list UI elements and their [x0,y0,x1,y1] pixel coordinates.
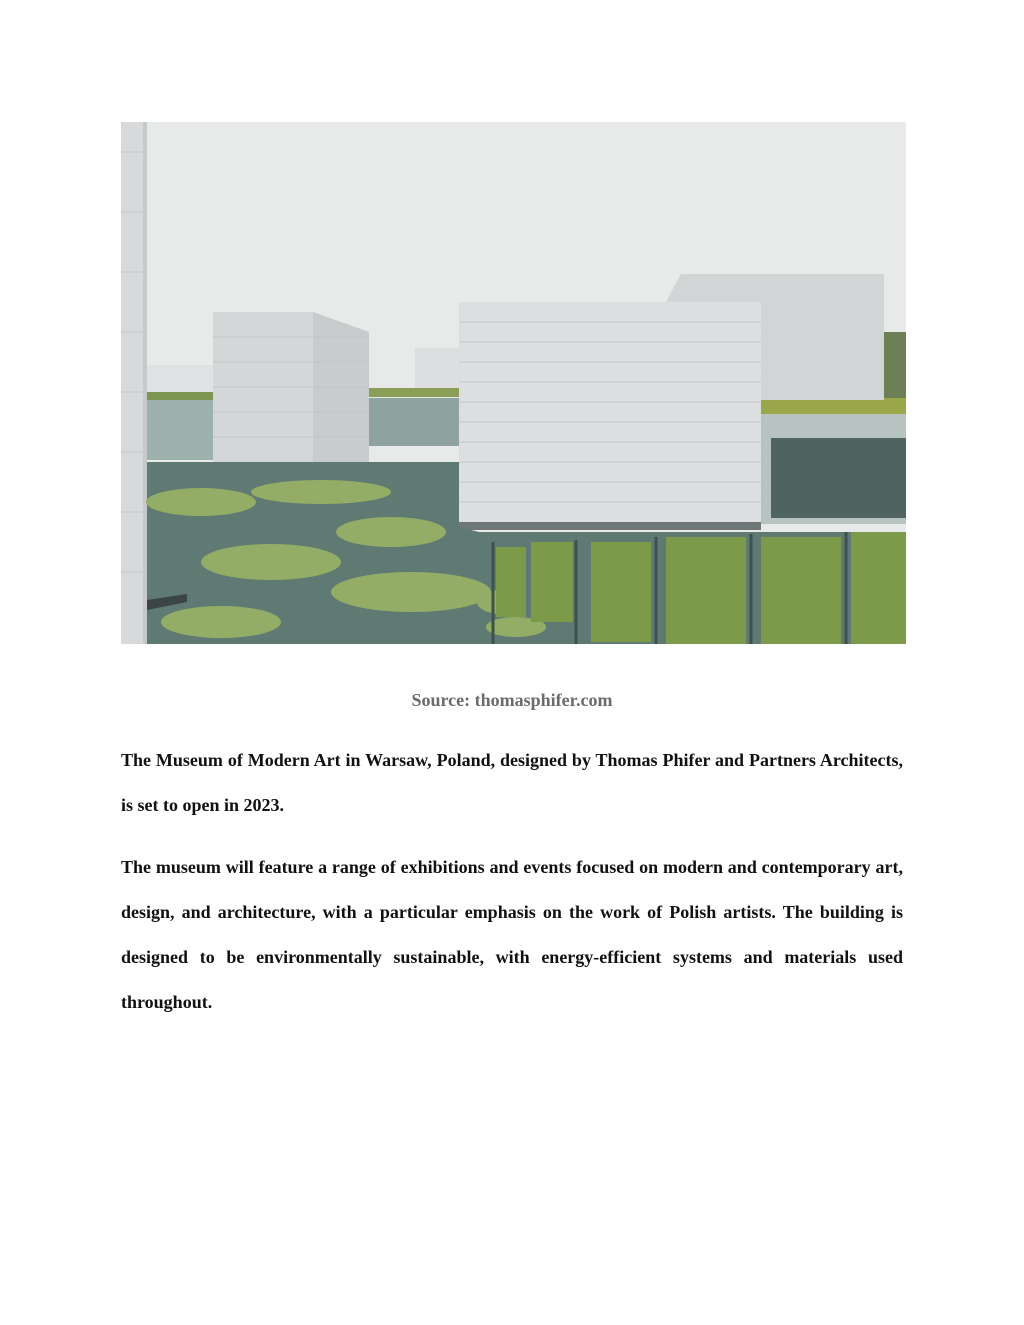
museum-photo-image [121,122,906,644]
paragraph-opening: The Museum of Modern Art in Warsaw, Poland, designed by Thomas Phifer and Partners Architects, is set to open in 2023. [121,750,903,815]
image-source-caption: Source: thomasphifer.com [411,690,613,710]
museum-photo [121,122,906,644]
paragraph-details: The museum will feature a range of exhibitions and events focused on modern and contemporary art, design, and architecture, with a particular emphasis on the work of Polish artists. The building is designed to be environmentally sustainable, with energy-efficient systems and materials used throughout. [121,857,903,1012]
